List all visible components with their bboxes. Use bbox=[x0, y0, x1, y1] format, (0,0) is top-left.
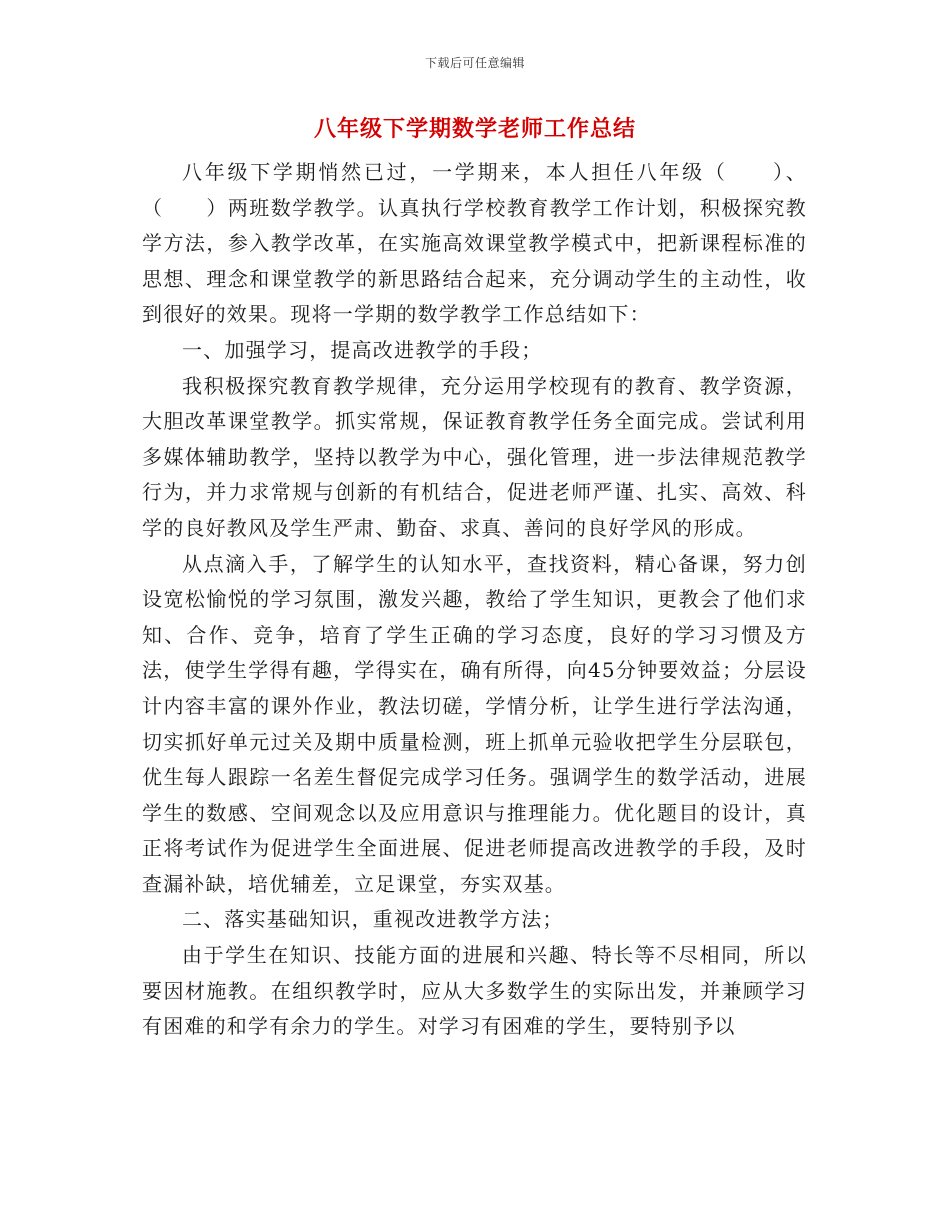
paragraph-section-2-a: 由于学生在知识、技能方面的进展和兴趣、特长等不尽相同，所以要因材施教。在组织教学时，应从大多数学生的实际出发，并兼顾学习有困难的和学有余力的学生。对学习有困难的学生，要特别予以 bbox=[142, 943, 807, 1039]
document-body bbox=[142, 155, 807, 1045]
header-note: 下载后可任意编辑 bbox=[424, 56, 525, 70]
paragraph-intro: 八年级下学期悄然已过，一学期来，本人担任八年级（ ）、（ ）两班数学教学。认真执行学校教育教学工作计划，积极探究教学方法，参入教学改革，在实施高效课堂教学模式中，把新课程标准的思想、理念和课堂教学的新思路结合起来，充分调动学生的主动性，收到很好的效果。现将一学期的数学教学工作总结如下： bbox=[142, 160, 807, 327]
section-heading-2: 二、落实基础知识，重视改进教学方法； bbox=[182, 907, 564, 932]
paragraph-section-1-a: 我积极探究教育教学规律，充分运用学校现有的教育、教学资源，大胆改革课堂教学。抓实常规，保证教育教学任务全面完成。尝试利用多媒体辅助教学，坚持以教学为中心，强化管理，进一步法律规范教学行为，并力求常规与创新的有机结合，促进老师严谨、扎实、高效、科学的良好教风及学生严肃、勤奋、求真、善问的良好学风的形成。 bbox=[142, 373, 807, 540]
document-title: 八年级下学期数学老师工作总结 bbox=[313, 117, 636, 142]
paragraph-section-1-b: 从点滴入手，了解学生的认知水平，查找资料，精心备课，努力创设宽松愉悦的学习氛围，激发兴趣，教给了学生知识，更教会了他们求知、合作、竞争，培育了学生正确的学习态度，良好的学习习惯及方法，使学生学得有趣，学得实在，确有所得，向45分钟要效益；分层设计内容丰富的课外作业，教法切磋，学情分析，让学生进行学法沟通，切实抓好单元过关及期中质量检测，班上抓单元验收把学生分层联包，优生每人跟踪一名差生督促完成学习任务。强调学生的数学活动，进展学生的数感、空间观念以及应用意识与推理能力。优化题目的设计，真正将考试作为促进学生全面进展、促进老师提高改进教学的手段，及时查漏补缺，培优辅差，立足课堂，夯实双基。 bbox=[142, 551, 807, 896]
section-heading-1: 一、加强学习，提高改进教学的手段； bbox=[182, 337, 543, 362]
